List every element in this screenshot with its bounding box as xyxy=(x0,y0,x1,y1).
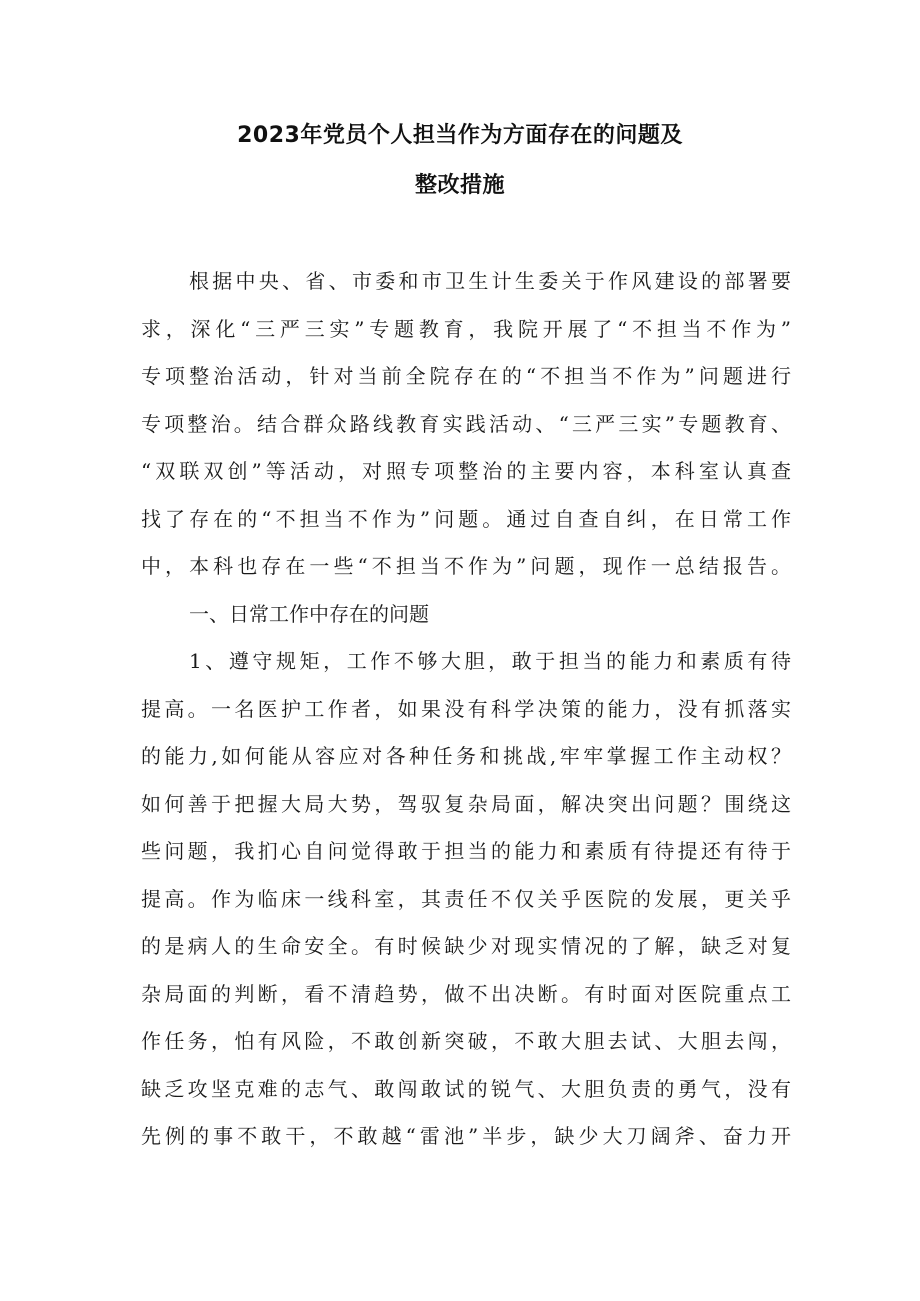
paragraph-line: 提高。一名医护工作者，如果没有科学决策的能力，没有抓落实 xyxy=(141,696,791,721)
paragraph-line: 1、遵守规矩，工作不够大胆，敢于担当的能力和素质有待 xyxy=(189,649,791,673)
document-title-line-2: 整改措施 xyxy=(414,173,505,198)
paragraph-line: 如何善于把握大局大势，驾驭复杂局面，解决突出问题？围绕这 xyxy=(141,791,791,816)
paragraph-line: 专项整治。结合群众路线教育实践活动、“三严三实”专题教育、 xyxy=(141,411,791,436)
section-heading: 一、日常工作中存在的问题 xyxy=(189,601,429,626)
paragraph-line: 专项整治活动，针对当前全院存在的“不担当不作为”问题进行 xyxy=(141,364,791,388)
document-title-line-1: 2023年党员个人担当作为方面存在的问题及 xyxy=(237,123,683,148)
paragraph-line: 的能力,如何能从容应对各种任务和挑战,牢牢掌握工作主动权？ xyxy=(141,744,791,768)
paragraph-line: 杂局面的判断，看不清趋势，做不出决断。有时面对医院重点工 xyxy=(141,981,791,1006)
paragraph-line: 缺乏攻坚克难的志气、敢闯敢试的锐气、大胆负责的勇气，没有 xyxy=(141,1076,791,1101)
paragraph-line: 的是病人的生命安全。有时候缺少对现实情况的了解，缺乏对复 xyxy=(141,934,791,958)
paragraph-line: “双联双创”等活动，对照专项整治的主要内容，本科室认真查 xyxy=(141,459,791,483)
paragraph-line: 找了存在的“不担当不作为”问题。通过自查自纠，在日常工作 xyxy=(141,506,791,531)
paragraph-line: 根据中央、省、市委和市卫生计生委关于作风建设的部署要 xyxy=(189,269,791,293)
paragraph-line: 些问题，我扪心自问觉得敢于担当的能力和素质有待提还有待于 xyxy=(141,839,791,863)
paragraph-line: 求，深化“三严三实”专题教育，我院开展了“不担当不作为” xyxy=(141,316,791,341)
paragraph-intro xyxy=(141,258,791,1161)
paragraph-line: 中，本科也存在一些“不担当不作为”问题，现作一总结报告。 xyxy=(141,554,791,578)
paragraph-line: 提高。作为临床一线科室，其责任不仅关乎医院的发展，更关乎 xyxy=(141,886,791,911)
paragraph-line: 先例的事不敢干，不敢越“雷池”半步，缺少大刀阔斧、奋力开 xyxy=(141,1124,791,1148)
paragraph-line: 作任务，怕有风险，不敢创新突破，不敢大胆去试、大胆去闯， xyxy=(141,1029,791,1053)
